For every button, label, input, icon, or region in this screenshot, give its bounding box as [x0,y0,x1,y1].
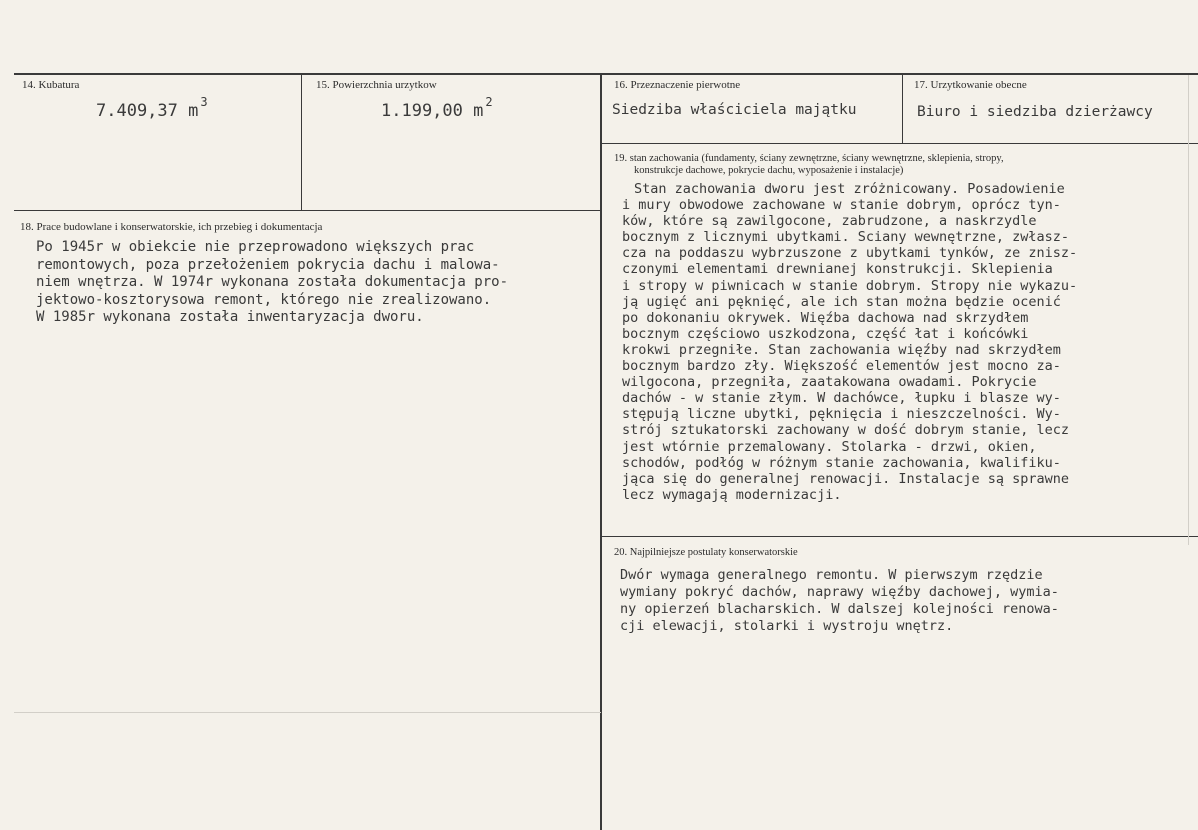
text-line: po dokonaniu okrywek. Więźba dachowa nad skrzydłem [622,309,1029,326]
field-20-text [620,567,1059,635]
text-line: bocznym z licznymi ubytkami. Sciany wewnętrzne, zwłasz- [622,229,1070,246]
rule-under-16-17 [602,143,1198,144]
text-line: bocznym bardzo zły. Większość elementów jest mocno za- [622,358,1061,375]
text-line: ją ugięć ani pęknięć, ale ich stan można będzie ocenić [622,293,1061,310]
top-rule [14,73,1198,75]
field-14-label: 14. Kubatura [22,79,80,91]
volume-value: 7.409,37 m [96,101,199,121]
field-16-label: 16. Przeznaczenie pierwotne [614,79,741,91]
field-20-label: 20. Najpilniejsze postulaty konserwatorskie [614,547,798,558]
text-line: wymiany pokryć dachów, naprawy więźby dachowej, wymia- [620,584,1059,600]
text-line: i stropy w piwnicach w stanie dobrym. Stropy nie wykazu- [622,277,1078,294]
text-line: bocznym częściowo uszkodzona, część łat i końcówki [622,325,1029,342]
text-line: jąca się do generalnej renowacji. Instalacje są sprawne [622,470,1070,487]
rule-above-18 [14,210,601,211]
field-19-label-line1: 19. stan zachowania (fundamenty, ściany zewnętrzne, ściany wewnętrzne, sklepienia, stropy, [614,153,1004,164]
field-16-value: Siedziba właściciela majątku [612,102,857,118]
text-line: schodów, podłóg w różnym stanie zachowania, kwalifiku- [622,454,1061,471]
text-line: jektowo-kosztorysowa remont, którego nie zrealizowano. [36,291,492,308]
main-vertical-divider [600,75,602,830]
text-line: Stan zachowania dworu jest zróżnicowany. Posadowienie [634,181,1065,197]
text-line: Po 1945r w obiekcie nie przeprowadono większych prac [36,239,475,255]
field-15-value [381,95,493,121]
field-19-label-line2: konstrukcje dachowe, pokrycie dachu, wyposażenie i instalacje) [634,165,904,176]
area-unit-superscript: 2 [485,95,493,109]
text-line: krokwi przegniłe. Stan zachowania więźby nad skrzydłem [622,341,1061,358]
text-line: wilgocona, przegniła, zaatakowana owadami. Pokrycie [622,374,1037,391]
field-18-label: 18. Prace budowlane i konserwatorskie, ich przebieg i dokumentacja [20,221,323,233]
volume-unit-superscript: 3 [200,95,208,109]
text-line: lecz wymagają modernizacji. [622,486,842,503]
field-17-value: Biuro i siedziba dzierżawcy [917,104,1153,120]
field-19-text [622,181,1077,503]
text-line: cji elewacji, stolarki i wystroju wnętrz. [620,618,954,634]
text-line: cza na poddaszu wybrzuszone z ubytkami tynków, ze znisz- [622,245,1078,262]
field-15-label: 15. Powierzchnia urzytkow [316,79,437,91]
field-18-text [36,239,508,327]
field-17-label: 17. Urzytkowanie obecne [914,79,1027,91]
rule-above-20 [602,536,1198,537]
text-line: jest wtórnie przemalowany. Stolarka - drzwi, okien, [622,438,1037,455]
area-value: 1.199,00 m [381,101,484,121]
divider-14-15 [301,75,302,210]
text-line: czonymi elementami drewnianej konstrukcji. Sklepienia [622,261,1053,278]
text-line: ków, które są zawilgocone, zabrudzone, a naskrzydle [622,213,1037,230]
text-line: W 1985r wykonana została inwentaryzacja dworu. [36,309,424,325]
divider-16-17 [902,75,903,143]
text-line: stępują liczne ubytki, pęknięcia i nieszczelności. Wy- [622,406,1061,423]
text-line: remontowych, poza przełożeniem pokrycia dachu i malowa- [36,256,500,273]
text-line: Dwór wymaga generalnego remontu. W pierwszym rzędzie [620,567,1043,583]
text-line: ny opierzeń blacharskich. W dalszej kolejności renowa- [620,601,1059,617]
text-line: niem wnętrza. W 1974r wykonana została dokumentacja pro- [36,274,509,290]
faint-rule [1188,75,1189,545]
text-line: i mury obwodowe zachowane w stanie dobrym, oprócz tyn- [622,197,1061,214]
text-line: dachów - w stanie złym. W dachówce, łupku i blasze wy- [622,390,1061,407]
faint-rule [14,712,601,713]
text-line: strój sztukatorski zachowany w dość dobrym stanie, lecz [622,422,1070,439]
field-14-value [96,95,208,121]
